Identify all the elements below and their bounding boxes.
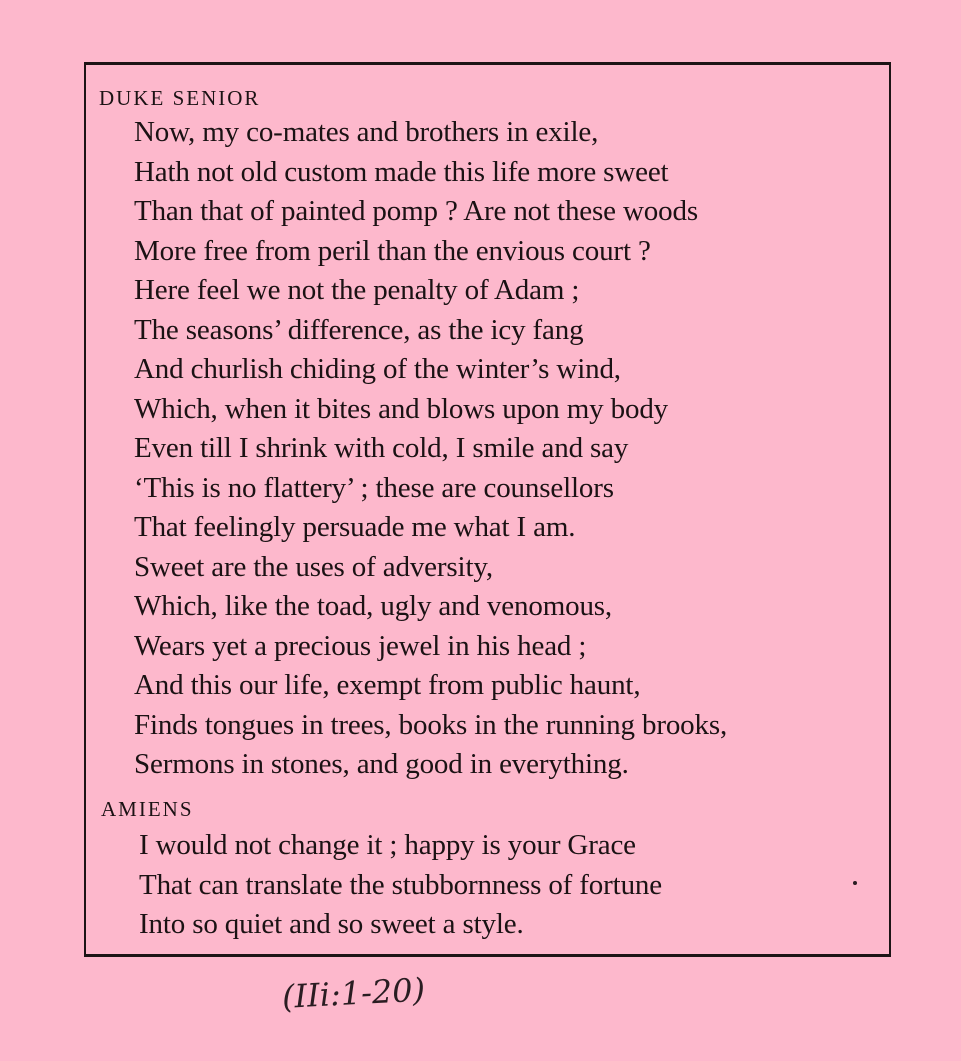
verse-line: Which, like the toad, ugly and venomous, — [134, 590, 613, 622]
ink-speck — [853, 881, 857, 885]
verse-line: Wears yet a precious jewel in his head ; — [134, 629, 587, 662]
verse-line: That can translate the stubbornness of fortune — [139, 868, 662, 901]
verse-line: I would not change it ; happy is your Grace — [139, 829, 636, 861]
verse-line: Sweet are the uses of adversity, — [134, 550, 493, 583]
verse-line: Even till I shrink with cold, I smile and say — [134, 432, 629, 464]
verse-line: Sermons in stones, and good in everything. — [134, 748, 629, 780]
verse-line: Here feel we not the penalty of Adam ; — [134, 274, 580, 306]
verse-line: Finds tongues in trees, books in the running brooks, — [134, 708, 728, 741]
speech-duke-senior — [134, 113, 727, 785]
verse-line: Hath not old custom made this life more sweet — [134, 155, 669, 188]
verse-line: Than that of painted pomp ? Are not these woods — [134, 195, 698, 227]
speaker-duke-senior: DUKE SENIOR — [99, 86, 261, 110]
verse-line: ‘This is no flattery’ ; these are counsellors — [134, 471, 614, 504]
handwritten-citation: (IIi:1-20) — [281, 970, 426, 1016]
verse-line: And churlish chiding of the winter’s wind, — [134, 353, 621, 385]
verse-line: Now, my co-mates and brothers in exile, — [134, 116, 599, 148]
verse-line: That feelingly persuade me what I am. — [134, 511, 576, 543]
verse-line: Into so quiet and so sweet a style. — [139, 908, 524, 940]
verse-line: More free from peril than the envious court ? — [134, 234, 651, 267]
verse-line: And this our life, exempt from public haunt, — [134, 669, 641, 701]
verse-line: Which, when it bites and blows upon my body — [134, 392, 669, 425]
verse-line: The seasons’ difference, as the icy fang — [134, 313, 584, 346]
speaker-amiens: AMIENS — [101, 797, 194, 821]
speech-amiens — [139, 826, 662, 945]
